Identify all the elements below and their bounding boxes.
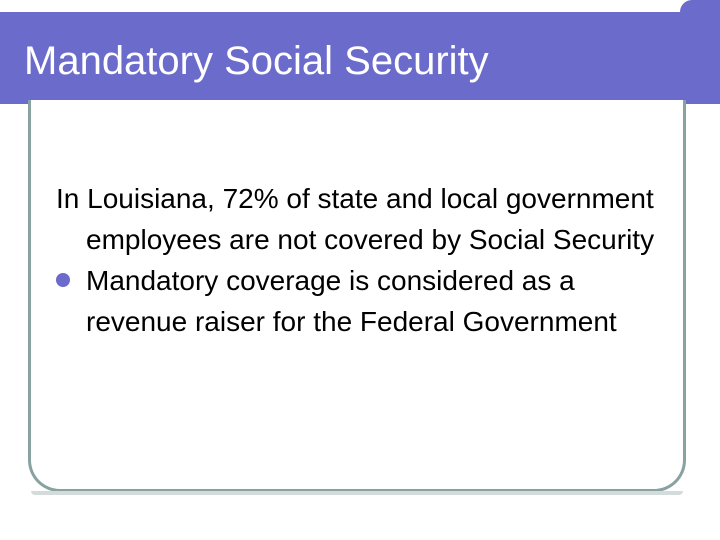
body-paragraph-1-text: In Louisiana, 72% of state and local government employees are not covered by Social Security (56, 183, 655, 255)
title-bar (0, 12, 720, 104)
slide-body (56, 178, 676, 342)
content-frame-shadow (31, 491, 683, 495)
body-paragraph-1 (56, 178, 676, 260)
body-paragraph-2 (56, 260, 676, 342)
title-bar-corner (680, 0, 720, 12)
bullet-dot-icon (56, 273, 70, 287)
body-paragraph-2-text: Mandatory coverage is considered as a revenue raiser for the Federal Government (86, 265, 617, 337)
slide-title: Mandatory Social Security (24, 39, 489, 83)
